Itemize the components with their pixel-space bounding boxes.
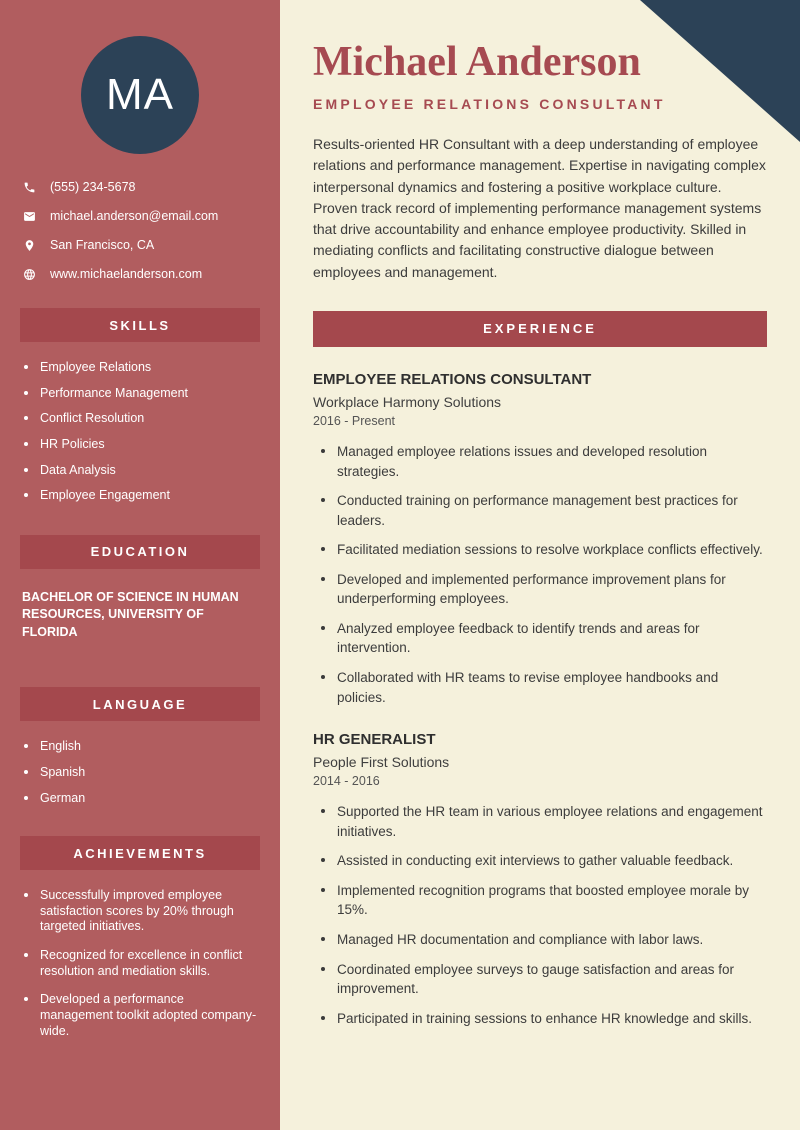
email-icon (22, 209, 36, 223)
bullet-text: Managed HR documentation and compliance with labor laws. (337, 931, 704, 947)
skill-label: Employee Relations (40, 360, 152, 374)
list-item (321, 570, 767, 609)
list-item (321, 1009, 767, 1029)
achievement-text: Successfully improved employee satisfaction scores by 20% through targeted initiatives. (40, 888, 234, 934)
list-item (22, 765, 258, 781)
experience-entry (313, 731, 767, 1028)
email-text: michael.anderson@email.com (50, 209, 219, 223)
bullet-icon (321, 967, 325, 971)
bullet-text: Coordinated employee surveys to gauge satisfaction and areas for improvement. (337, 961, 734, 997)
bullet-icon (24, 796, 28, 800)
bullet-icon (321, 449, 325, 453)
job-bullet-list (313, 802, 767, 1028)
location-pin-icon (22, 238, 36, 252)
bullet-text: Assisted in conducting exit interviews to gather valuable feedback. (337, 853, 734, 869)
language-label: German (40, 790, 86, 805)
list-item (22, 488, 258, 504)
contact-phone (22, 180, 258, 194)
phone-icon (22, 180, 36, 194)
bullet-icon (321, 675, 325, 679)
job-dates: 2014 - 2016 (313, 774, 380, 789)
bullet-icon (24, 493, 28, 497)
globe-icon (22, 267, 36, 281)
contact-section (0, 180, 280, 281)
bullet-icon (24, 953, 28, 957)
bullet-icon (321, 626, 325, 630)
job-company: People First Solutions (313, 754, 450, 771)
list-item (22, 739, 258, 755)
bullet-icon (24, 416, 28, 420)
bullet-text: Collaborated with HR teams to revise employee handbooks and policies. (337, 670, 719, 705)
bullet-icon (24, 997, 28, 1001)
list-item (321, 668, 767, 707)
contact-website (22, 267, 258, 281)
bullet-icon (321, 858, 325, 862)
job-title: HR GENERALIST (313, 731, 436, 749)
list-item (321, 491, 767, 530)
language-label: Spanish (40, 764, 86, 779)
list-item (321, 540, 767, 560)
contact-email (22, 209, 258, 223)
list-item (321, 930, 767, 950)
bullet-icon (321, 809, 325, 813)
website-text: www.michaelanderson.com (50, 267, 203, 281)
list-item (22, 411, 258, 427)
list-item (321, 960, 767, 999)
bullet-icon (321, 937, 325, 941)
main-column (280, 0, 800, 1130)
skills-heading: SKILLS (20, 308, 260, 342)
avatar (81, 36, 199, 154)
sidebar (0, 0, 280, 1130)
bullet-icon (24, 442, 28, 446)
experience-entry (313, 371, 767, 707)
contact-location (22, 238, 258, 252)
list-item (22, 992, 258, 1039)
skill-label: HR Policies (40, 436, 105, 451)
list-item (321, 619, 767, 658)
list-item (321, 851, 767, 871)
bullet-text: Analyzed employee feedback to identify trends and areas for intervention. (337, 620, 700, 656)
job-bullet-list (313, 442, 767, 707)
education-degree: BACHELOR OF SCIENCE IN HUMAN RESOURCES, UNIVERSITY OF FLORIDA (22, 589, 239, 639)
bullet-icon (24, 391, 28, 395)
skill-label: Data Analysis (40, 462, 116, 477)
bullet-icon (24, 468, 28, 472)
bullet-text: Participated in training sessions to enhance HR knowledge and skills. (337, 1010, 752, 1026)
avatar-initials: MA (106, 70, 174, 119)
achievement-text: Developed a performance management toolkit adopted company-wide. (40, 992, 257, 1038)
job-company: Workplace Harmony Solutions (313, 393, 502, 410)
bullet-text: Conducted training on performance management best practices for leaders. (337, 493, 738, 528)
list-item (22, 386, 258, 402)
bullet-text: Facilitated mediation sessions to resolve workplace conflicts effectively. (337, 542, 763, 558)
role-subtitle: EMPLOYEE RELATIONS CONSULTANT (313, 96, 666, 113)
bullet-icon (321, 888, 325, 892)
language-list (0, 739, 280, 806)
bullet-icon (321, 577, 325, 581)
job-dates: 2016 - Present (313, 413, 395, 428)
summary-paragraph: Results-oriented HR Consultant with a deep understanding of employee relations and performance management. Expertise in navigating complex interpersonal dynamics and fostering a positive workplace culture. Proven track record of implementing performance management systems that drive accountability and enhance employee productivity. Skilled in mediating conflicts and facilitating constructive dialogue between employees and management. (313, 136, 766, 280)
bullet-icon (321, 547, 325, 551)
job-title: EMPLOYEE RELATIONS CONSULTANT (313, 370, 592, 388)
bullet-icon (321, 1016, 325, 1020)
skills-list (0, 360, 280, 504)
bullet-icon (24, 365, 28, 369)
list-item (22, 948, 258, 979)
page-title: Michael Anderson (313, 39, 641, 85)
list-item (22, 360, 258, 376)
skill-label: Employee Engagement (40, 488, 170, 503)
language-heading: LANGUAGE (20, 687, 260, 721)
achievement-text: Recognized for excellence in conflict resolution and mediation skills. (40, 948, 243, 978)
bullet-text: Implemented recognition programs that boosted employee morale by 15%. (337, 882, 749, 918)
education-heading: EDUCATION (20, 535, 260, 569)
experience-heading: EXPERIENCE (313, 311, 767, 347)
list-item (321, 442, 767, 481)
list-item (22, 888, 258, 935)
achievements-list (0, 888, 280, 1039)
list-item (22, 463, 258, 479)
language-label: English (40, 739, 81, 754)
bullet-icon (24, 893, 28, 897)
skill-label: Conflict Resolution (40, 411, 145, 426)
bullet-text: Developed and implemented performance improvement plans for underperforming employees. (337, 571, 726, 607)
achievements-heading: ACHIEVEMENTS (20, 836, 260, 870)
location-text: San Francisco, CA (50, 238, 155, 252)
bullet-text: Supported the HR team in various employee relations and engagement initiatives. (337, 804, 763, 839)
list-item (321, 802, 767, 841)
phone-text: (555) 234-5678 (50, 180, 136, 194)
list-item (321, 881, 767, 920)
bullet-icon (321, 498, 325, 502)
bullet-icon (24, 744, 28, 748)
list-item (22, 791, 258, 807)
bullet-text: Managed employee relations issues and developed resolution strategies. (337, 443, 707, 479)
list-item (22, 437, 258, 453)
bullet-icon (24, 770, 28, 774)
skill-label: Performance Management (40, 385, 188, 400)
